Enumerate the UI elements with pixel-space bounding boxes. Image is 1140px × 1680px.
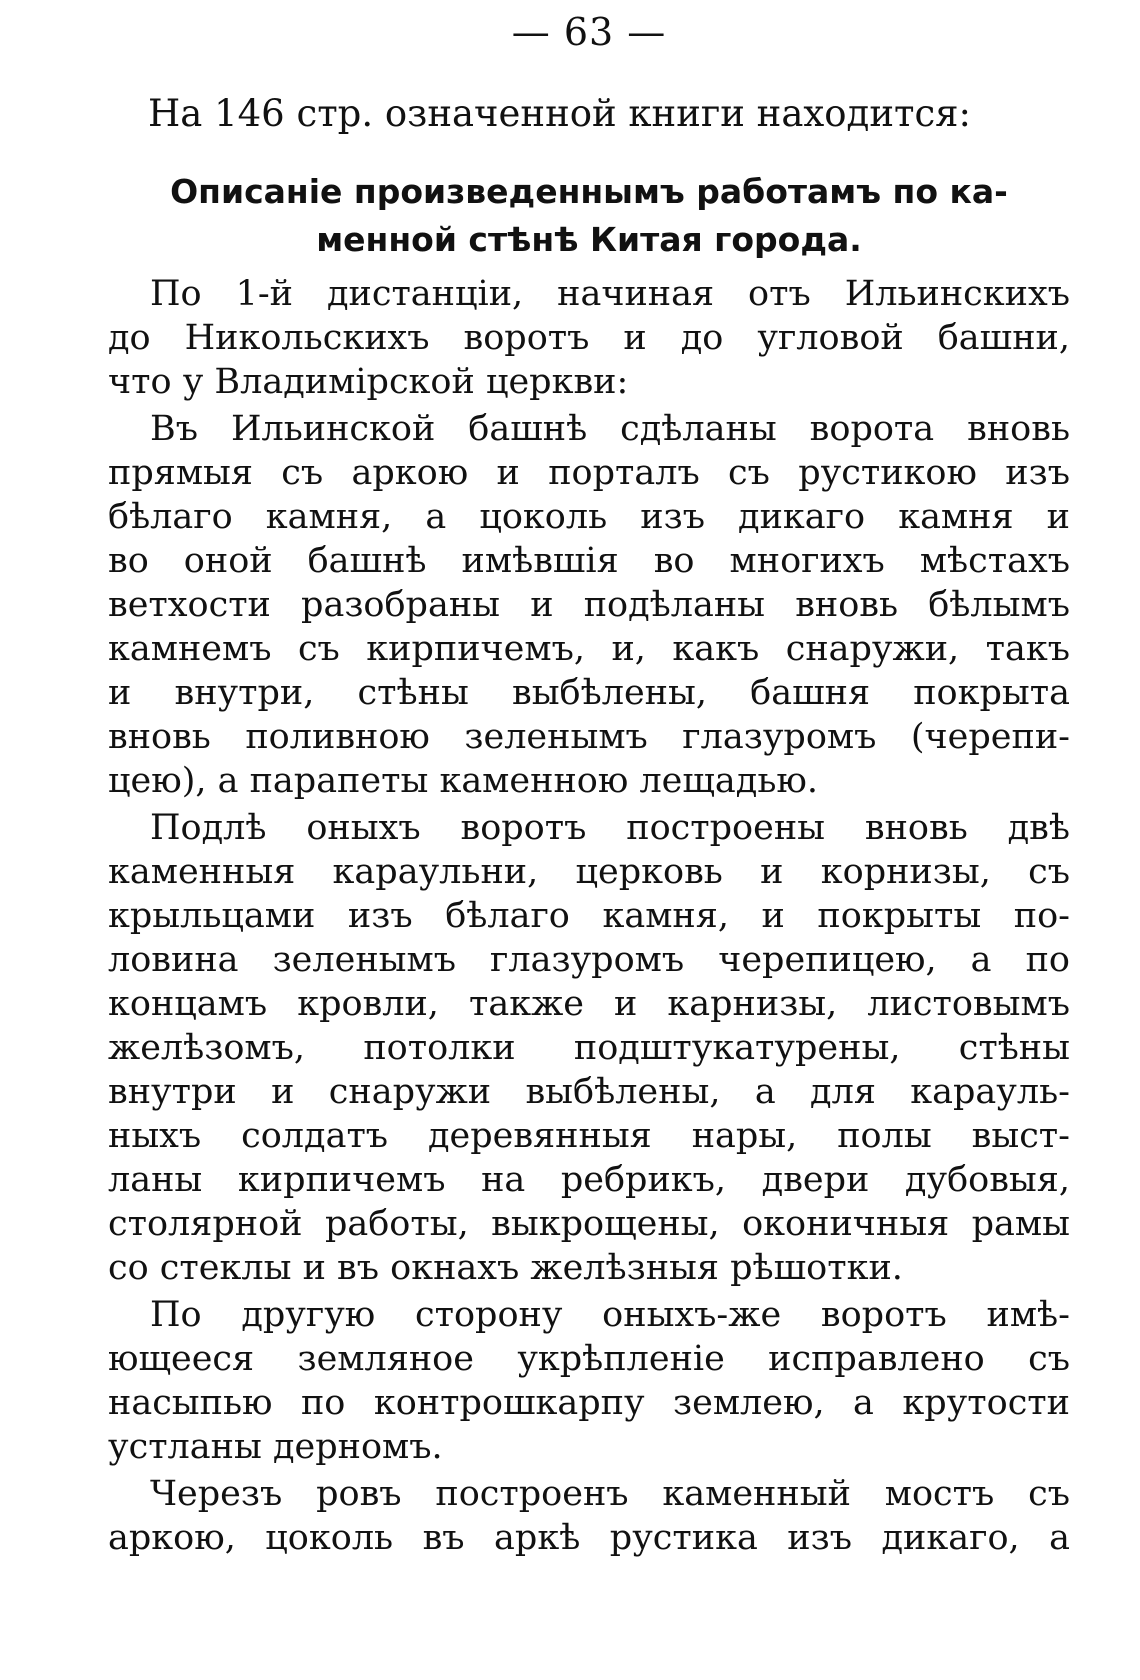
text-line: до Никольскихъ воротъ и до угловой башни, (108, 318, 1070, 358)
paragraph (108, 407, 1070, 803)
text-line: Въ Ильинской башнѣ сдѣланы ворота вновь (150, 409, 1070, 449)
heading-line: менной стѣнѣ Китая города. (316, 220, 862, 259)
intro-line: На 146 стр. означенной книги находится: (148, 92, 971, 135)
text-line: со стеклы и въ окнахъ желѣзныя рѣшотки. (108, 1248, 903, 1288)
text-line: насыпью по контрошкарпу землею, а крутости (108, 1383, 1070, 1423)
text-line: бѣлаго камня, а цоколь изъ дикаго камня и (108, 497, 1070, 537)
text-line: столярной работы, выкрощены, оконичныя рамы (108, 1204, 1070, 1244)
text-line: и внутри, стѣны выбѣлены, башня покрыта (108, 673, 1070, 713)
text-line: цею), а парапеты каменною лещадью. (108, 761, 818, 801)
book-page (108, 0, 1070, 1680)
text-line: ветхости разобраны и подѣланы вновь бѣлымъ (108, 585, 1070, 625)
text-line: желѣзомъ, потолки подштукатурены, стѣны (108, 1028, 1070, 1068)
text-line: Подлѣ оныхъ воротъ построены вновь двѣ (150, 808, 1070, 848)
text-line: По 1-й дистанціи, начиная отъ Ильинскихъ (150, 274, 1070, 314)
text-line: крыльцами изъ бѣлаго камня, и покрыты по- (108, 896, 1070, 936)
paragraph (108, 1472, 1070, 1560)
text-line: ланы кирпичемъ на ребрикъ, двери дубовыя, (108, 1160, 1070, 1200)
text-line: каменныя караульни, церковь и корнизы, съ (108, 852, 1070, 892)
text-line: аркою, цоколь въ аркѣ рустика изъ дикаго, а (108, 1518, 1070, 1558)
page-number: — 63 — (511, 10, 667, 54)
text-line: прямыя съ аркою и порталъ съ рустикою изъ (108, 453, 1070, 493)
text-line: концамъ кровли, также и карнизы, листовымъ (108, 984, 1070, 1024)
text-line: во оной башнѣ имѣвшія во многихъ мѣстахъ (108, 541, 1070, 581)
text-line: ныхъ солдатъ деревянныя нары, полы выст- (108, 1116, 1070, 1156)
paragraph (108, 272, 1070, 404)
text-line: что у Владимірской церкви: (108, 362, 629, 402)
text-line: камнемъ съ кирпичемъ, и, какъ снаружи, такъ (108, 629, 1070, 669)
text-line: устланы дерномъ. (108, 1427, 443, 1467)
paragraph (108, 806, 1070, 1290)
body-text (108, 272, 1070, 1563)
text-line: ловина зеленымъ глазуромъ черепицею, а по (108, 940, 1070, 980)
heading-line: Описаніе произведеннымъ работамъ по ка- (170, 172, 1008, 211)
section-heading (108, 168, 1070, 264)
text-line: По другую сторону оныхъ-же воротъ имѣ- (150, 1295, 1070, 1335)
text-line: ющееся земляное укрѣпленіе исправлено съ (108, 1339, 1070, 1379)
text-line: внутри и снаружи выбѣлены, а для карауль- (108, 1072, 1070, 1112)
paragraph (108, 1293, 1070, 1469)
text-line: Черезъ ровъ построенъ каменный мостъ съ (150, 1474, 1070, 1514)
text-line: вновь поливною зеленымъ глазуромъ (черепи- (108, 717, 1070, 757)
